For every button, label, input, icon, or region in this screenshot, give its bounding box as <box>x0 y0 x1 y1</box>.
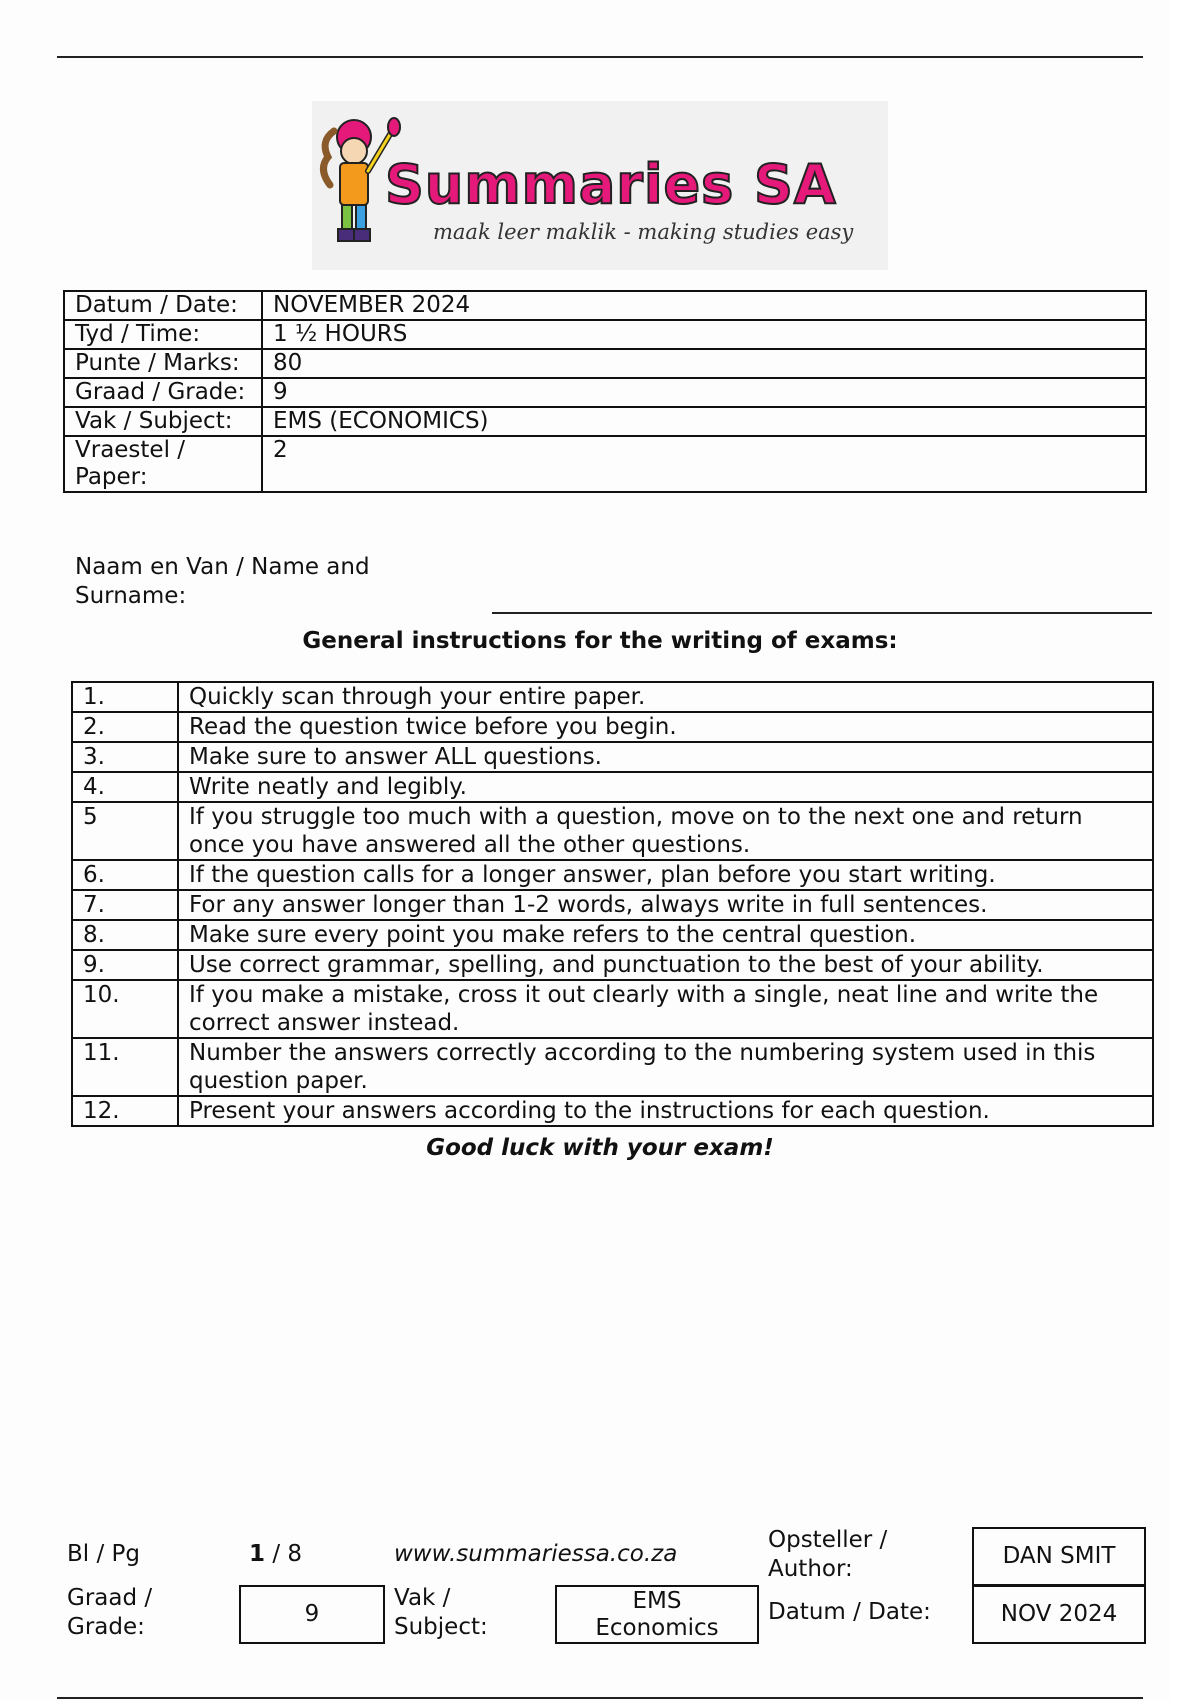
footer-grade-value: 9 <box>239 1585 385 1644</box>
instruction-text: Use correct grammar, spelling, and punctuation to the best of your ability. <box>178 950 1153 980</box>
exam-info-label: Datum / Date: <box>64 291 262 320</box>
instruction-number: 8. <box>72 920 178 950</box>
exam-info-value: 2 <box>262 436 1146 492</box>
instruction-number: 9. <box>72 950 178 980</box>
footer-grade-label: Graad / Grade: <box>67 1585 153 1640</box>
footer-page-total: / 8 <box>272 1541 303 1567</box>
instruction-row <box>72 772 1153 802</box>
instruction-number: 5 <box>72 802 178 860</box>
instructions-heading: General instructions for the writing of exams: <box>302 628 898 654</box>
bottom-rule <box>57 1697 1143 1699</box>
exam-info-value: 1 ½ HOURS <box>262 320 1146 349</box>
instruction-number: 1. <box>72 682 178 712</box>
exam-info-table <box>63 290 1147 493</box>
instruction-text: Read the question twice before you begin. <box>178 712 1153 742</box>
footer-page-current: 1 <box>249 1541 266 1567</box>
footer-subject-value: EMS Economics <box>555 1585 759 1644</box>
footer-page-label: Bl / Pg <box>67 1541 141 1567</box>
exam-info-label: Vak / Subject: <box>64 407 262 436</box>
instruction-text: Number the answers correctly according to the numbering system used in this question paper. <box>178 1038 1153 1096</box>
footer-date-label: Datum / Date: <box>768 1599 931 1625</box>
instruction-text: Make sure to answer ALL questions. <box>178 742 1153 772</box>
footer-date-value: NOV 2024 <box>972 1585 1146 1644</box>
logo-brand-text: Summaries SA <box>385 153 837 216</box>
instruction-number: 12. <box>72 1096 178 1126</box>
exam-info-row <box>64 349 1146 378</box>
exam-info-label: Graad / Grade: <box>64 378 262 407</box>
instruction-row <box>72 712 1153 742</box>
exam-info-row <box>64 436 1146 492</box>
instruction-number: 3. <box>72 742 178 772</box>
instruction-number: 4. <box>72 772 178 802</box>
exam-info-value: 80 <box>262 349 1146 378</box>
instruction-row <box>72 980 1153 1038</box>
instruction-number: 7. <box>72 890 178 920</box>
exam-info-row <box>64 378 1146 407</box>
instruction-row <box>72 920 1153 950</box>
footer-subject-label: Vak / Subject: <box>394 1585 488 1640</box>
instruction-text: Present your answers according to the instructions for each question. <box>178 1096 1153 1126</box>
instruction-text: Write neatly and legibly. <box>178 772 1153 802</box>
instruction-row <box>72 860 1153 890</box>
logo-tagline: maak leer maklik - making studies easy <box>433 220 854 244</box>
exam-info-label: Punte / Marks: <box>64 349 262 378</box>
top-rule <box>57 56 1143 58</box>
instruction-row <box>72 742 1153 772</box>
instructions-table <box>71 681 1154 1127</box>
footer-website-link[interactable]: www.summariessa.co.za <box>394 1541 678 1567</box>
instruction-row <box>72 1038 1153 1096</box>
name-surname-input-line[interactable] <box>492 612 1152 614</box>
instruction-text: Make sure every point you make refers to the central question. <box>178 920 1153 950</box>
exam-info-row <box>64 291 1146 320</box>
instruction-row <box>72 950 1153 980</box>
exam-info-row <box>64 320 1146 349</box>
instruction-number: 6. <box>72 860 178 890</box>
exam-info-label: Tyd / Time: <box>64 320 262 349</box>
exam-info-value: NOVEMBER 2024 <box>262 291 1146 320</box>
footer-author-value: DAN SMIT <box>972 1527 1146 1586</box>
instruction-number: 11. <box>72 1038 178 1096</box>
instruction-number: 10. <box>72 980 178 1038</box>
instruction-row <box>72 682 1153 712</box>
instruction-text: If you struggle too much with a question, move on to the next one and return once you have answered all the other questions. <box>178 802 1153 860</box>
footer-author-label: Opsteller / Author: <box>768 1527 888 1582</box>
instruction-text: If you make a mistake, cross it out clearly with a single, neat line and write the correct answer instead. <box>178 980 1153 1038</box>
instruction-text: Quickly scan through your entire paper. <box>178 682 1153 712</box>
instruction-number: 2. <box>72 712 178 742</box>
instruction-text: For any answer longer than 1-2 words, always write in full sentences. <box>178 890 1153 920</box>
footer-page-number <box>249 1540 302 1569</box>
exam-info-value: EMS (ECONOMICS) <box>262 407 1146 436</box>
exam-info-row <box>64 407 1146 436</box>
instruction-row <box>72 802 1153 860</box>
instruction-row <box>72 890 1153 920</box>
exam-info-label: Vraestel / Paper: <box>64 436 262 492</box>
exam-info-value: 9 <box>262 378 1146 407</box>
instruction-row <box>72 1096 1153 1126</box>
name-surname-label: Naam en Van / Name and Surname: <box>75 554 370 609</box>
instruction-text: If the question calls for a longer answer, plan before you start writing. <box>178 860 1153 890</box>
good-luck-message: Good luck with your exam! <box>426 1135 774 1161</box>
